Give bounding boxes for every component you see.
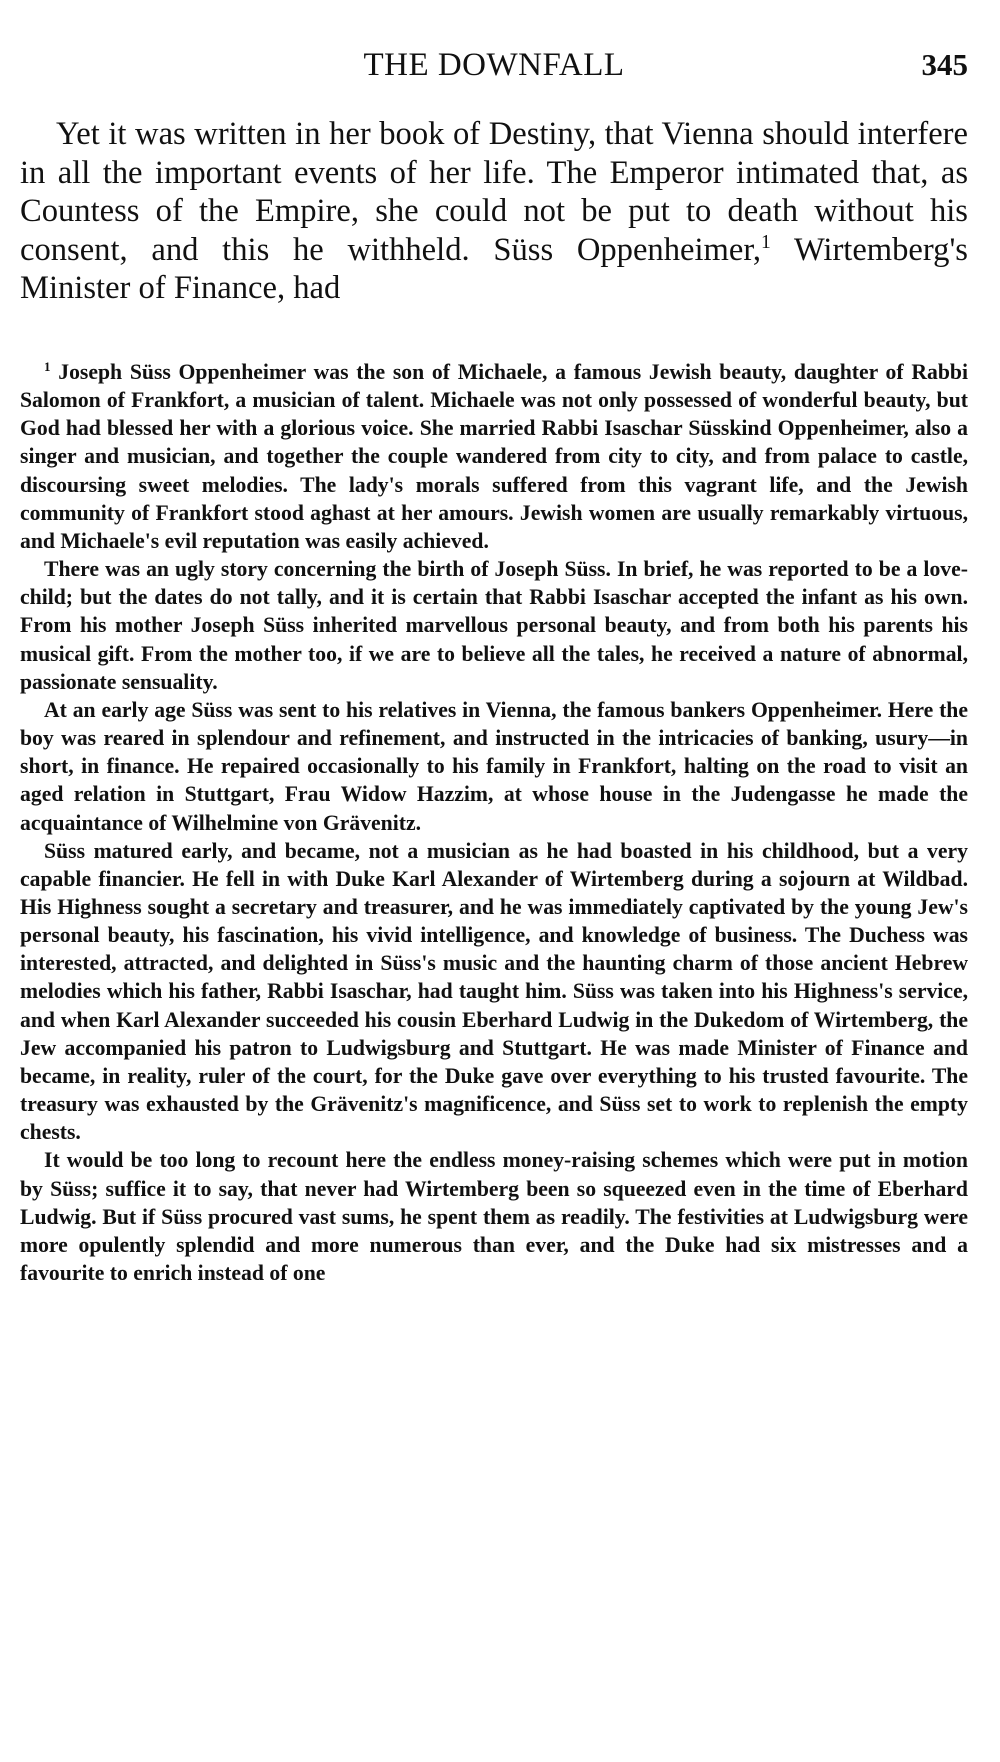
main-paragraph (20, 115, 968, 308)
footnote-paragraph (20, 358, 968, 555)
main-text-after-note: Wirtemberg's Minister of Finance, had (20, 231, 968, 306)
book-page (20, 0, 968, 1762)
footnote-marker: 1 (44, 358, 51, 374)
footnote-paragraph-text: Joseph Süss Oppenheimer was the son of Michaele, a famous Jewish beauty, daughter of Rabbi Salomon of Frankfort, a musician of talent. Michaele was not only possessed of wonderful beauty, but God had blessed her with a glorious voice. She married Rabbi Isaschar Süsskind Oppenheimer, also a singer and musician, and together the couple wandered from city to city, and from palace to castle, discoursing sweet melodies. The lady's morals suffered from this vagrant life, and the Jewish community of Frankfort stood aghast at her amours. Jewish women are usually remarkably virtuous, and Michaele's evil reputation was easily achieved. (20, 360, 968, 553)
running-title: THE DOWNFALL (363, 47, 625, 83)
footnote-paragraph: At an early age Süss was sent to his relatives in Vienna, the famous bankers Oppenheimer. Here the boy was reared in splendour and refinement, and instructed in the intricacies of banking, usury—in short, in finance. He repaired occasionally to his family in Frankfort, halting on the road to visit an aged relation in Stuttgart, Frau Widow Hazzim, at whose house in the Judengasse he made the acquaintance of Wilhelmine von Grävenitz. (20, 697, 968, 835)
footnote-paragraph: There was an ugly story concerning the birth of Joseph Süss. In brief, he was reported to be a love-child; but the dates do not tally, and it is certain that Rabbi Isaschar accepted the infant as his own. From his mother Joseph Süss inherited marvellous personal beauty, and from both his parents his musical gift. From the mother too, if we are to believe all the tales, he received a nature of abnormal, passionate sensuality. (20, 557, 968, 694)
main-text-before-note: Yet it was written in her book of Destiny, that Vienna should interfere in all the important events of her life. The Emperor intimated that, as Countess of the Empire, she could not be put to death without his consent, and this he withheld. Süss Oppenheimer, (20, 116, 968, 268)
footnote-paragraph: It would be too long to recount here the endless money-raising schemes which were put in motion by Süss; suffice it to say, that never had Wirtemberg been so squeezed even in the time of Eberhard Ludwig. But if Süss procured vast sums, he spent them as readily. The festivities at Ludwigsburg were more opulently splendid and more numerous than ever, and the Duke had six mistresses and a favourite to enrich instead of one (20, 1148, 968, 1285)
footnote-paragraph: Süss matured early, and became, not a musician as he had boasted in his childhood, but a very capable financier. He fell in with Duke Karl Alexander of Wirtemberg during a sojourn at Wildbad. His Highness sought a secretary and treasurer, and he was immediately captivated by the young Jew's personal beauty, his fascination, his vivid intelligence, and knowledge of business. The Duchess was interested, attracted, and delighted in Süss's music and the haunting charm of those ancient Hebrew melodies which his father, Rabbi Isaschar, had taught him. Süss was taken into his Highness's service, and when Karl Alexander succeeded his cousin Eberhard Ludwig in the Dukedom of Wirtemberg, the Jew accompanied his patron to Ludwigsburg and Stuttgart. He was made Minister of Finance and became, in reality, ruler of the court, for the Duke gave over everything to his trusted favourite. The treasury was exhausted by the Grävenitz's magnificence, and Süss set to work to replenish the empty chests. (20, 838, 968, 1145)
footnote (20, 358, 968, 1287)
page-header (20, 44, 968, 86)
footnote-reference: 1 (761, 231, 771, 253)
page-number: 345 (921, 47, 968, 82)
